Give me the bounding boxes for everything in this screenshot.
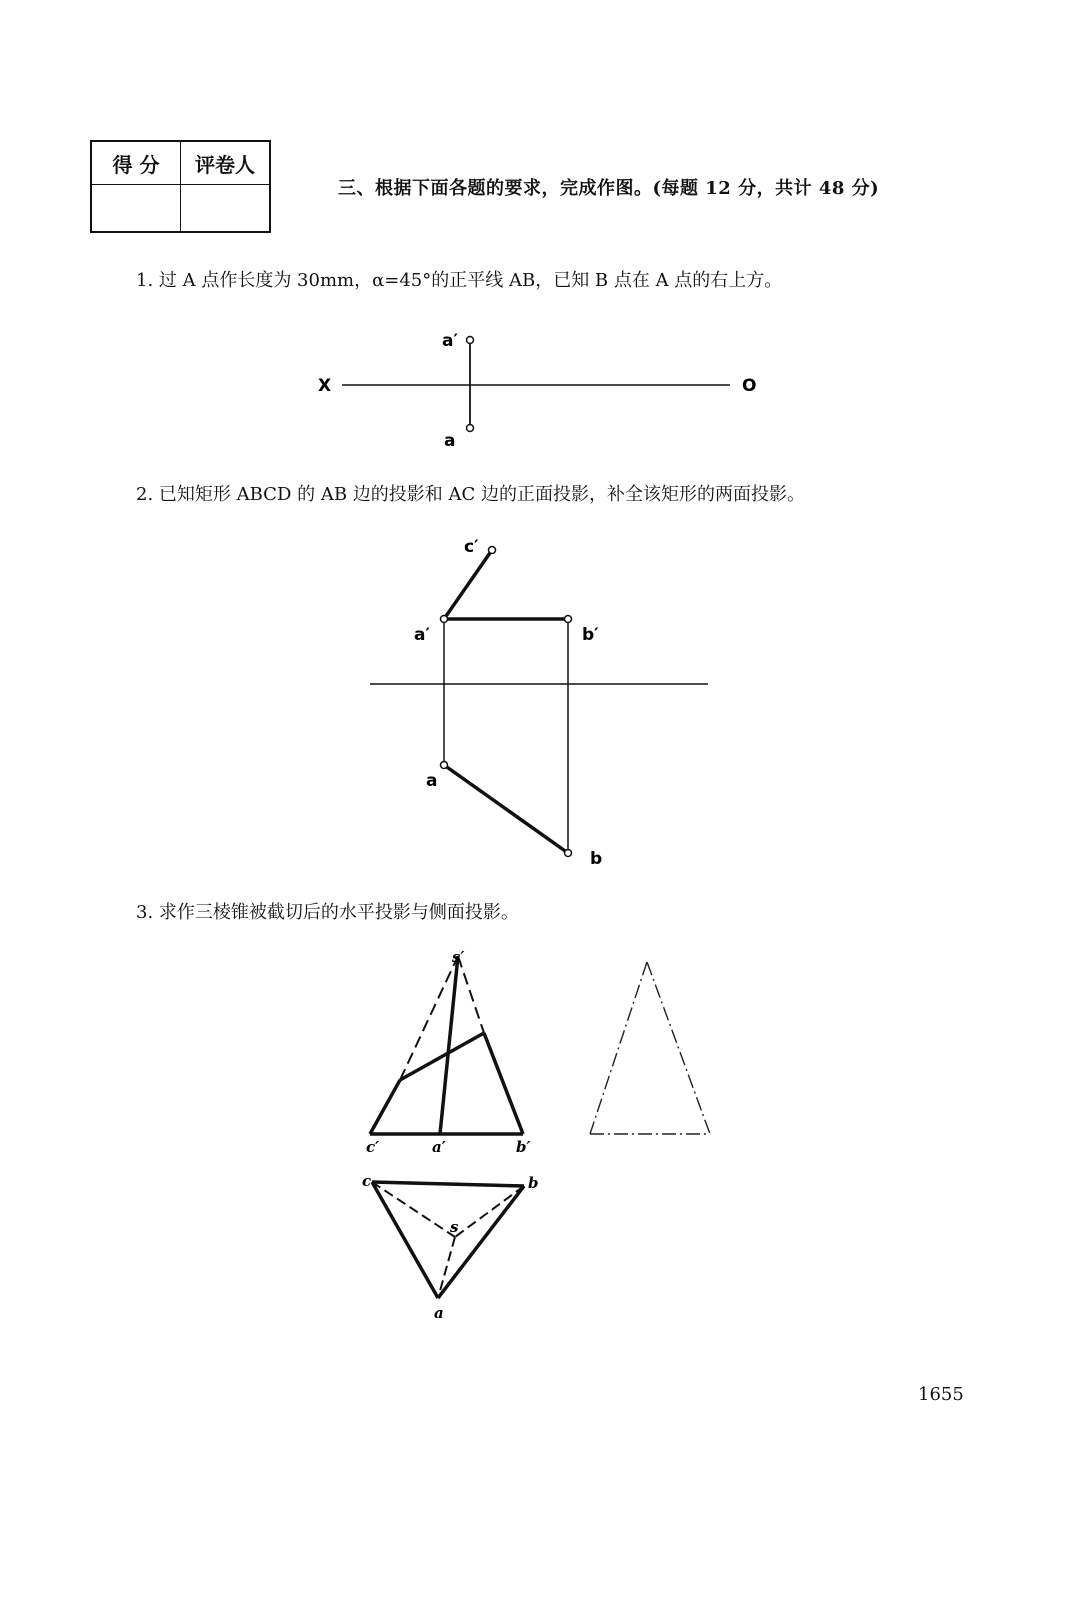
- page-number: 1655: [918, 1384, 964, 1405]
- question-3: 3. 求作三棱锥被截切后的水平投影与侧面投影。: [136, 902, 519, 923]
- fig2-edge-ab-top: [444, 765, 568, 853]
- fig3-top-label-a: a: [434, 1304, 444, 1322]
- fig2-label-b-prime: b′: [582, 625, 599, 645]
- fig3-edge-sb-lower: [484, 1033, 523, 1134]
- figure-2: [370, 547, 708, 857]
- fig1-label-x: X: [318, 376, 332, 396]
- fig3-edge-sa: [440, 956, 458, 1134]
- fig1-point-a: [467, 425, 474, 432]
- fig1-label-a: a: [444, 431, 456, 451]
- fig3-top-edge-ca: [372, 1182, 438, 1298]
- fig3-edge-sc-lower: [370, 1080, 400, 1134]
- question-1: 1. 过 A 点作长度为 30mm，α=45°的正平线 AB，已知 B 点在 A 点的右上方。: [136, 270, 783, 291]
- fig3-cut-line: [400, 1033, 484, 1080]
- fig3-side-right-edge: [647, 962, 710, 1134]
- figure-1: [342, 337, 730, 432]
- fig3-top-edge-sc: [372, 1182, 455, 1237]
- fig1-point-a-prime: [467, 337, 474, 344]
- fig2-point-b-prime: [565, 616, 572, 623]
- fig2-label-b: b: [590, 849, 603, 869]
- fig2-point-a: [441, 762, 448, 769]
- fig3-top-edge-cb: [372, 1182, 524, 1186]
- fig2-label-a-prime: a′: [414, 625, 430, 645]
- fig2-point-a-prime: [441, 616, 448, 623]
- fig1-label-a-prime: a′: [442, 331, 458, 351]
- fig3-front-label-b: b′: [516, 1138, 531, 1156]
- fig2-point-c-prime: [489, 547, 496, 554]
- fig3-front-label-c: c′: [366, 1138, 380, 1156]
- fig3-top-label-c: c: [362, 1172, 372, 1190]
- fig2-point-b: [565, 850, 572, 857]
- fig3-front-label-a: a′: [432, 1138, 446, 1156]
- fig3-edge-sb-upper-hidden: [458, 956, 484, 1033]
- fig3-top-label-b: b: [528, 1174, 539, 1192]
- fig3-top-edge-ba: [438, 1186, 524, 1298]
- fig2-label-a: a: [426, 771, 438, 791]
- fig2-edge-ac-front: [444, 550, 492, 619]
- fig3-front-label-s: s′: [452, 948, 465, 966]
- fig3-top-label-s: s: [450, 1218, 459, 1236]
- figure-3-top: [372, 1182, 524, 1298]
- fig3-side-left-edge: [590, 962, 647, 1134]
- score-header: 得 分: [91, 141, 181, 185]
- fig2-label-c-prime: c′: [464, 537, 479, 557]
- fig3-edge-sc-upper-hidden: [400, 956, 458, 1080]
- grader-header: 评卷人: [181, 141, 271, 185]
- section-title: 三、根据下面各题的要求，完成作图。(每题 12 分，共计 48 分): [338, 178, 880, 199]
- fig1-label-o: O: [742, 376, 757, 396]
- question-2: 2. 已知矩形 ABCD 的 AB 边的投影和 AC 边的正面投影，补全该矩形的两面投影。: [136, 484, 805, 505]
- figure-3-front: [370, 956, 523, 1134]
- figure-3-side: [590, 962, 710, 1134]
